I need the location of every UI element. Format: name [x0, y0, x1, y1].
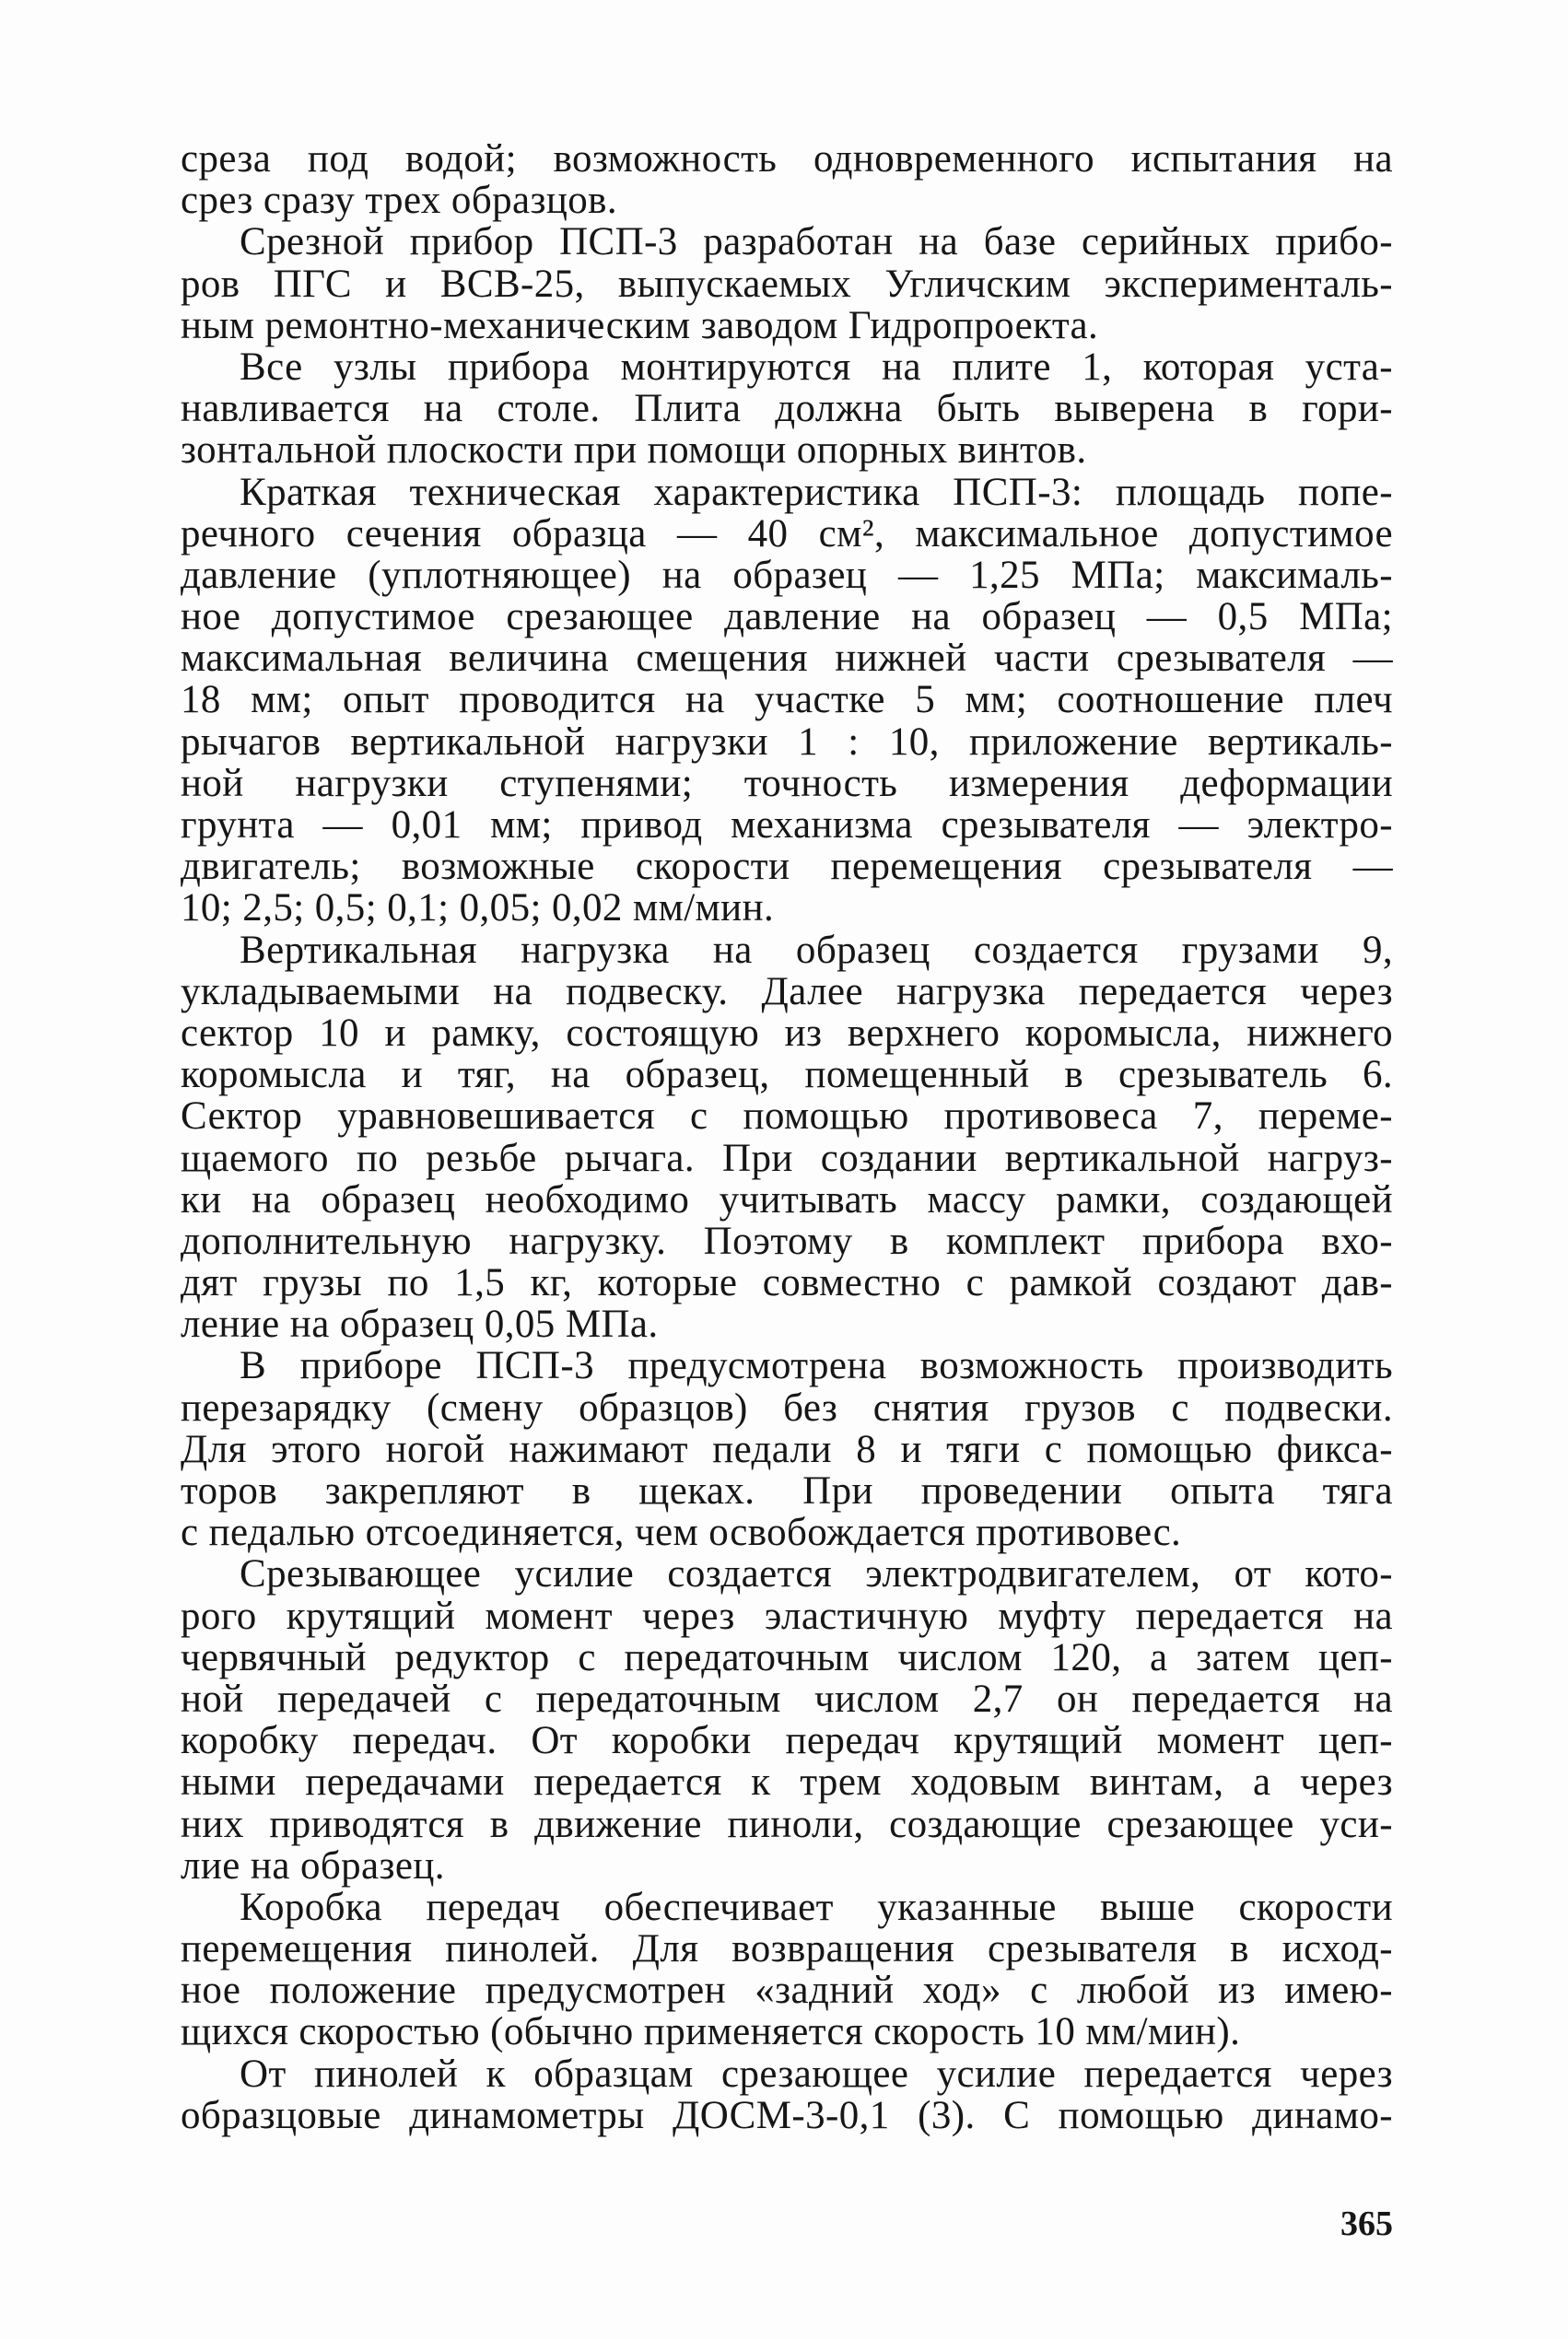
text-line: Все узлы прибора монтируются на плите 1, которая уста- — [240, 345, 1393, 389]
text-line: среза под водой; возможность одновременного испытания на — [181, 137, 1393, 181]
text-line: ной передачей с передаточным числом 2,7 он передается на — [181, 1677, 1393, 1721]
text-line: рычагов вертикальной нагрузки 1 : 10, приложение вертикаль- — [181, 719, 1393, 764]
page-number: 365 — [1340, 2205, 1393, 2243]
text-line: дят грузы по 1,5 кг, которые совместно с рамкой создают дав- — [181, 1261, 1393, 1305]
text-line: речного сечения образца — 40 см², максимальное допустимое — [181, 511, 1393, 556]
text-line: рого крутящий момент через эластичную муфту передается на — [181, 1594, 1393, 1638]
text-line: Сектор уравновешивается с помощью противовеса 7, переме- — [181, 1094, 1393, 1139]
paragraph — [181, 221, 1393, 346]
text-line: давление (уплотняющее) на образец — 1,25 МПа; максималь- — [181, 553, 1393, 597]
text-line: навливается на столе. Плита должна быть выверена в гори- — [181, 387, 1393, 431]
text-line: коромысла и тяг, на образец, помещенный в срезыватель 6. — [181, 1053, 1393, 1097]
text-line: зонтальной плоскости при помощи опорных винтов. — [181, 428, 1087, 473]
text-line: лие на образец. — [181, 1843, 445, 1888]
text-line: образцовые динамометры ДОСМ-3-0,1 (3). С помощью динамо- — [181, 2093, 1393, 2137]
paragraph — [181, 2053, 1393, 2136]
text-line: В приборе ПСП-3 предусмотрена возможность производить — [240, 1344, 1393, 1388]
paragraph — [181, 472, 1393, 930]
text-line: щихся скоростью (обычно применяется скорость 10 мм/мин). — [181, 2010, 1241, 2054]
text-line: От пинолей к образцам срезающее усилие передается через — [240, 2052, 1393, 2096]
text-line: ной нагрузки ступенями; точность измерения деформации — [181, 761, 1393, 805]
text-line: ное допустимое срезающее давление на образец — 0,5 МПа; — [181, 595, 1393, 639]
text-line: перезарядку (смену образцов) без снятия грузов с подвески. — [181, 1386, 1393, 1430]
paragraph — [181, 138, 1393, 221]
text-line: грунта — 0,01 мм; привод механизма срезывателя — электро- — [181, 803, 1393, 847]
text-line: Срезной прибор ПСП-3 разработан на базе серийных прибо- — [240, 220, 1393, 264]
text-line: торов закрепляют в щеках. При проведении опыта тяга — [181, 1469, 1393, 1513]
text-line: укладываемыми на подвеску. Далее нагрузка передается через — [181, 969, 1393, 1013]
text-line: срез сразу трех образцов. — [181, 179, 618, 223]
text-line: 10; 2,5; 0,5; 0,1; 0,05; 0,02 мм/мин. — [181, 886, 775, 930]
paragraph — [181, 930, 1393, 1346]
text-line: ление на образец 0,05 МПа. — [181, 1303, 659, 1347]
text-line: щаемого по резьбе рычага. При создании вертикальной нагруз- — [181, 1136, 1393, 1180]
text-line: ки на образец необходимо учитывать массу рамки, создающей — [181, 1177, 1393, 1222]
text-line: двигатель; возможные скорости перемещения срезывателя — — [181, 845, 1393, 889]
text-line: Вертикальная нагрузка на образец создается грузами 9, — [240, 928, 1393, 972]
text-column — [181, 138, 1393, 2136]
paragraph — [181, 346, 1393, 472]
text-line: максимальная величина смещения нижней части срезывателя — — [181, 637, 1393, 681]
paragraph — [181, 1345, 1393, 1553]
text-line: перемещения пинолей. Для возвращения срезывателя в исход- — [181, 1927, 1393, 1971]
text-line: них приводятся в движение пиноли, создающие срезающее уси- — [181, 1802, 1393, 1846]
text-line: с педалью отсоединяется, чем освобождается противовес. — [181, 1511, 1182, 1555]
text-line: дополнительную нагрузку. Поэтому в комплект прибора вхо- — [181, 1219, 1393, 1263]
text-line: Для этого ногой нажимают педали 8 и тяги с помощью фикса- — [181, 1427, 1393, 1471]
text-line: червячный редуктор с передаточным числом 120, а затем цеп- — [181, 1635, 1393, 1679]
text-line: Срезывающее усилие создается электродвигателем, от кото- — [240, 1552, 1393, 1596]
text-line: ным ремонтно-механическим заводом Гидропроекта. — [181, 303, 1099, 347]
text-line: ров ПГС и ВСВ-25, выпускаемых Угличским эксперименталь- — [181, 262, 1393, 306]
paragraph — [181, 1553, 1393, 1887]
text-line: сектор 10 и рамку, состоящую из верхнего коромысла, нижнего — [181, 1011, 1393, 1055]
paragraph — [181, 1887, 1393, 2053]
text-line: 18 мм; опыт проводится на участке 5 мм; соотношение плеч — [181, 678, 1393, 722]
text-line: Коробка передач обеспечивает указанные выше скорости — [240, 1885, 1393, 1929]
text-line: Краткая техническая характеристика ПСП-3: площадь попе- — [240, 470, 1393, 514]
text-line: ное положение предусмотрен «задний ход» с любой из имею- — [181, 1969, 1393, 2013]
text-line: ными передачами передается к трем ходовым винтам, а через — [181, 1760, 1393, 1805]
text-line: коробку передач. От коробки передач крутящий момент цеп- — [181, 1719, 1393, 1763]
